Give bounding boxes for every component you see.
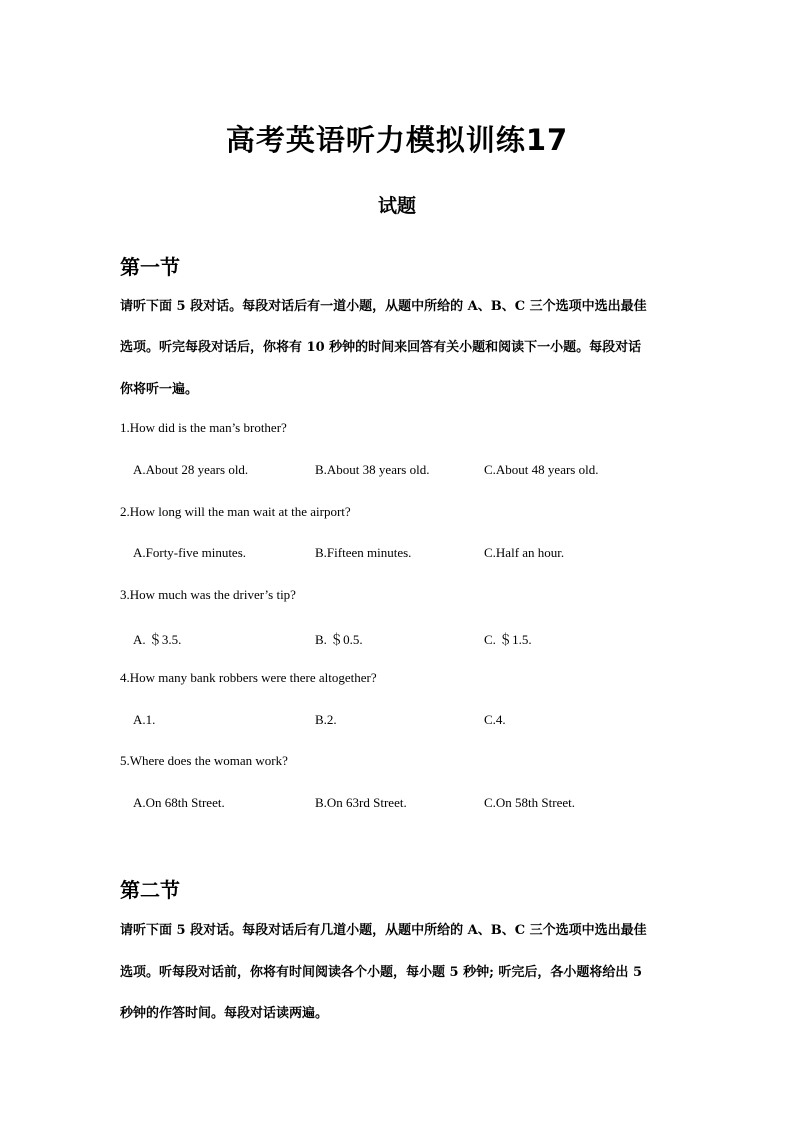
question-5: 5.Where does the woman work? — [120, 753, 288, 768]
section-2-instruction-line: 请听下面 5 段对话。每段对话后有几道小题，从题中所给的 A、B、C 三个选项中选出最佳 — [120, 923, 647, 938]
section-2-heading: 第二节 — [120, 878, 180, 902]
section-1-heading: 第一节 — [120, 255, 180, 279]
option-a: A.About 28 years old. — [133, 462, 249, 477]
question-4: 4.How many bank robbers were there altogether? — [120, 670, 377, 685]
option-b: B.About 38 years old. — [315, 462, 430, 477]
question-1: 1.How did is the man’s brother? — [120, 420, 287, 435]
option-a: A.Forty-five minutes. — [133, 545, 247, 560]
option-c: C.On 58th Street. — [484, 795, 575, 810]
option-a: A.On 68th Street. — [133, 795, 225, 810]
page-title: 高考英语听力模拟训练17 — [225, 123, 569, 157]
option-b: B.2. — [315, 712, 337, 727]
option-c: C.4. — [484, 712, 506, 727]
option-a: A. ＄3.5. — [133, 632, 182, 647]
section-2-instruction-line: 秒钟的作答时间。每段对话读两遍。 — [120, 1006, 329, 1021]
option-a: A.1. — [133, 712, 156, 727]
option-c: C. ＄1.5. — [484, 632, 532, 647]
section-1-instruction-line: 请听下面 5 段对话。每段对话后有一道小题，从题中所给的 A、B、C 三个选项中选出最佳 — [120, 299, 647, 314]
question-3: 3.How much was the driver’s tip? — [120, 587, 296, 602]
section-1-instruction-line: 你将听一遍。 — [120, 382, 199, 397]
question-2: 2.How long will the man wait at the airport? — [120, 504, 351, 519]
option-c: C.About 48 years old. — [484, 462, 599, 477]
option-c: C.Half an hour. — [484, 545, 565, 560]
option-b: B.Fifteen minutes. — [315, 545, 412, 560]
section-2-instruction-line: 选项。听每段对话前，你将有时间阅读各个小题，每小题 5 秒钟; 听完后，各小题将给出 5 — [120, 965, 642, 980]
option-b: B.On 63rd Street. — [315, 795, 407, 810]
option-b: B. ＄0.5. — [315, 632, 363, 647]
subtitle: 试题 — [377, 195, 416, 217]
section-1-instruction-line: 选项。听完每段对话后，你将有 10 秒钟的时间来回答有关小题和阅读下一小题。每段对话 — [120, 340, 642, 355]
